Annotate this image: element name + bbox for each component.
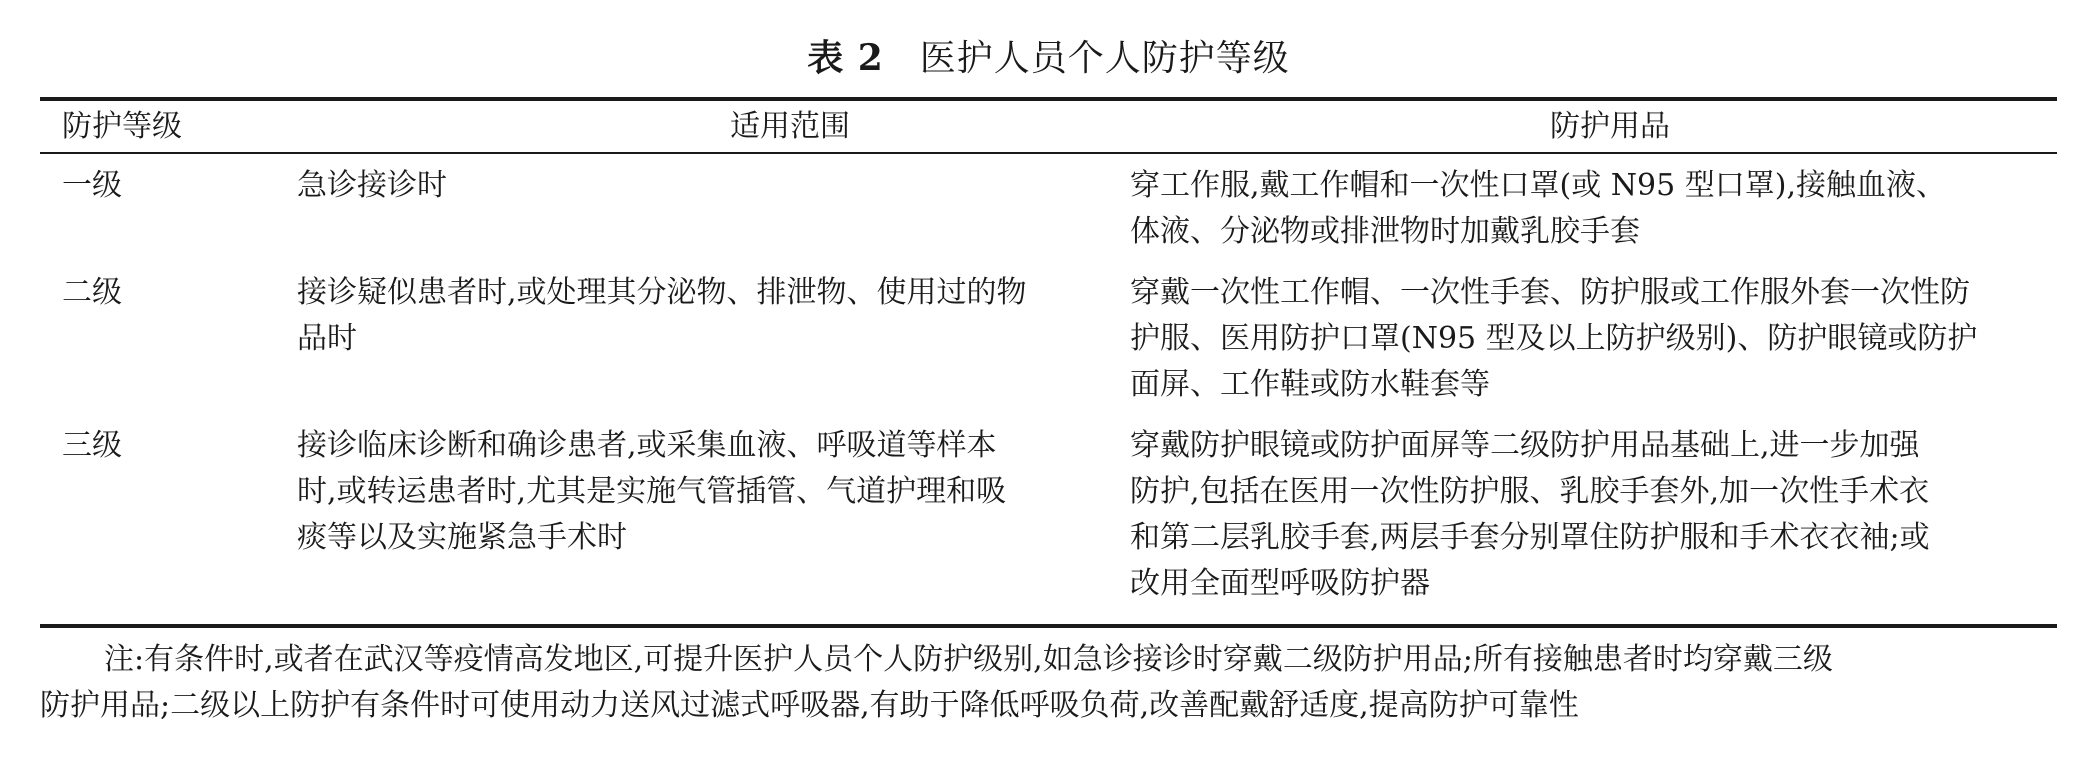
table-note-line-2: 防护用品;二级以上防护有条件时可使用动力送风过滤式呼吸器,有助于降低呼吸负荷,改善配戴舒适度,提高防护可靠性 xyxy=(40,688,1579,723)
row-1-items-line: 体液、分泌物或排泄物时加戴乳胶手套 xyxy=(1130,214,1640,249)
table-top-rule xyxy=(40,97,2057,101)
row-3-scope-line: 时,或转运患者时,尤其是实施气管插管、气道护理和吸 xyxy=(297,474,1007,509)
row-2-level: 二级 xyxy=(62,275,122,310)
table-number: 表 2 xyxy=(807,37,884,79)
table-title: 医护人员个人防护等级 xyxy=(919,38,1290,79)
row-3-scope-line: 痰等以及实施紧急手术时 xyxy=(297,520,627,555)
row-3-level: 三级 xyxy=(62,428,122,463)
row-3-scope xyxy=(297,423,1006,561)
row-1-level: 一级 xyxy=(62,168,122,203)
row-3-items-line: 和第二层乳胶手套,两层手套分别罩住防护服和手术衣衣袖;或 xyxy=(1130,520,1930,555)
row-1-scope xyxy=(297,163,447,209)
row-2-scope-line: 接诊疑似患者时,或处理其分泌物、排泄物、使用过的物 xyxy=(297,275,1027,310)
row-2-items-line: 面屏、工作鞋或防水鞋套等 xyxy=(1130,367,1490,402)
row-1-scope-line: 急诊接诊时 xyxy=(297,168,447,203)
row-2-items-line: 穿戴一次性工作帽、一次性手套、防护服或工作服外套一次性防 xyxy=(1130,275,1970,310)
table-note xyxy=(40,637,2057,729)
table-caption xyxy=(0,34,2097,83)
row-2-scope xyxy=(297,270,1027,362)
row-3-scope-line: 接诊临床诊断和确诊患者,或采集血液、呼吸道等样本 xyxy=(297,428,997,463)
row-1-items-line: 穿工作服,戴工作帽和一次性口罩(或 N95 型口罩),接触血液、 xyxy=(1130,168,1946,203)
header-protection-level: 防护等级 xyxy=(62,109,182,144)
row-2-scope-line: 品时 xyxy=(297,321,357,356)
row-3-items-line: 改用全面型呼吸防护器 xyxy=(1130,566,1430,601)
row-2-items xyxy=(1130,270,1977,408)
row-1-items xyxy=(1130,163,1946,255)
table-bottom-rule xyxy=(40,624,2057,628)
table-note-line-1: 注:有条件时,或者在武汉等疫情高发地区,可提升医护人员个人防护级别,如急诊接诊时穿戴二级防护用品;所有接触患者时均穿戴三级 xyxy=(104,642,1833,677)
row-3-items-line: 防护,包括在医用一次性防护服、乳胶手套外,加一次性手术衣 xyxy=(1130,474,1930,509)
header-protective-equipment: 防护用品 xyxy=(1550,109,1670,144)
row-3-items xyxy=(1130,423,1930,607)
row-2-items-line: 护服、医用防护口罩(N95 型及以上防护级别)、防护眼镜或防护 xyxy=(1130,321,1978,356)
table-header-rule xyxy=(40,152,2057,154)
header-applicable-scope: 适用范围 xyxy=(730,109,850,144)
row-3-items-line: 穿戴防护眼镜或防护面屏等二级防护用品基础上,进一步加强 xyxy=(1130,428,1920,463)
